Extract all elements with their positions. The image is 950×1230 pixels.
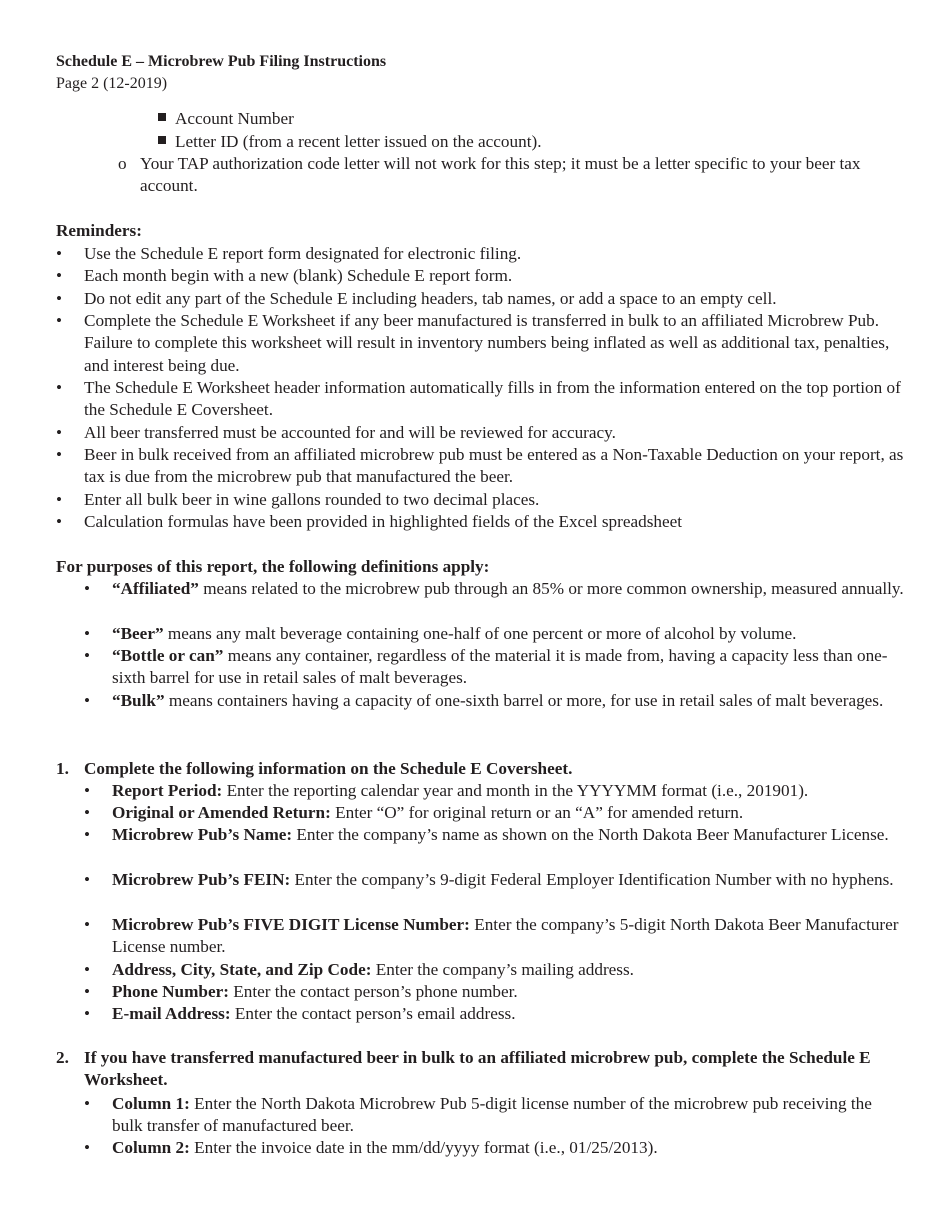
square-bullet-icon <box>158 136 166 144</box>
definition-item: • “Bottle or can” means any container, regardless of the material it is made from, having a capacity less than one-sixth barrel for use in retail sales of malt beverages. <box>84 646 888 688</box>
definition-term: “Bottle or can” <box>112 646 224 665</box>
reminder-item: • Each month begin with a new (blank) Schedule E report form. <box>56 265 906 287</box>
definition-item: • “Affiliated” means related to the microbrew pub through an 85% or more common ownership, measured annually. <box>84 578 906 600</box>
list-item: Letter ID (from a recent letter issued on the account). <box>158 131 542 153</box>
reminder-item: • Enter all bulk beer in wine gallons rounded to two decimal places. <box>56 489 906 511</box>
bullet-icon: • <box>84 915 91 934</box>
definitions-heading: For purposes of this report, the following definitions apply: <box>56 557 490 576</box>
field-term: Microbrew Pub’s FIVE DIGIT License Number: <box>112 915 470 934</box>
bullet-icon: • <box>84 781 91 800</box>
bullet-icon: • <box>84 825 91 844</box>
field-term: Microbrew Pub’s Name: <box>112 825 293 844</box>
field-term: Column 1: <box>112 1094 190 1113</box>
field-term: Phone Number: <box>112 982 229 1001</box>
bullet-icon: • <box>84 691 91 710</box>
definition-term: “Beer” <box>112 624 164 643</box>
reminder-item: • Use the Schedule E report form designated for electronic filing. <box>56 243 906 265</box>
list-item: o Your TAP authorization code letter will not work for this step; it must be a letter specific to your beer tax account. <box>118 154 861 196</box>
definition-term: “Affiliated” <box>112 579 199 598</box>
bullet-icon: • <box>84 1094 91 1113</box>
list-item: Account Number <box>158 108 294 130</box>
reminder-item: • Beer in bulk received from an affiliated microbrew pub must be entered as a Non-Taxable Deduction on your report, as tax is due from the microbrew pub that manufactured the beer. <box>56 445 904 487</box>
section-1-item: • Original or Amended Return: Enter “O” for original return or an “A” for amended return. <box>84 802 906 824</box>
document-title: Schedule E – Microbrew Pub Filing Instructions <box>56 53 387 70</box>
reminder-item: • Calculation formulas have been provided in highlighted fields of the Excel spreadsheet <box>56 511 906 533</box>
section-1-heading: 1. Complete the following information on the Schedule E Coversheet. <box>56 759 573 778</box>
section-2-item: • Column 1: Enter the North Dakota Microbrew Pub 5-digit license number of the microbrew pub receiving the bulk transfer of manufactured beer. <box>84 1094 872 1136</box>
field-term: E-mail Address: <box>112 1004 231 1023</box>
section-2-heading: 2. If you have transferred manufactured beer in bulk to an affiliated microbrew pub, complete the Schedule E Worksheet. <box>56 1048 871 1090</box>
definition-item: • “Beer” means any malt beverage containing one-half of one percent or more of alcohol by volume. <box>84 623 906 645</box>
section-1-item: • Report Period: Enter the reporting calendar year and month in the YYYYMM format (i.e., 201901). <box>84 780 906 802</box>
bullet-icon: • <box>84 803 91 822</box>
reminder-item: • Do not edit any part of the Schedule E including headers, tab names, or add a space to an empty cell. <box>56 288 906 310</box>
bullet-icon: • <box>84 870 91 889</box>
bullet-icon: • <box>84 624 91 643</box>
definition-item: • “Bulk” means containers having a capacity of one-sixth barrel or more, for use in retail sales of malt beverages. <box>84 690 906 712</box>
definition-term: “Bulk” <box>112 691 165 710</box>
bullet-icon: • <box>84 982 91 1001</box>
field-term: Original or Amended Return: <box>112 803 331 822</box>
section-1-item: • Phone Number: Enter the contact person’s phone number. <box>84 981 906 1003</box>
bullet-icon: • <box>84 1004 91 1023</box>
reminders-heading: Reminders: <box>56 221 142 240</box>
section-1-item: • E-mail Address: Enter the contact person’s email address. <box>84 1003 906 1025</box>
bullet-icon: • <box>84 646 91 665</box>
reminder-item: • Complete the Schedule E Worksheet if any beer manufactured is transferred in bulk to an affiliated Microbrew Pub. Failure to complete this worksheet will result in inventory numbers being inflated as well as additional tax, penalties, and interest being due. <box>56 311 890 375</box>
field-term: Report Period: <box>112 781 223 800</box>
bullet-icon: • <box>84 579 91 598</box>
section-1-item: • Microbrew Pub’s FIVE DIGIT License Number: Enter the company’s 5-digit North Dakota Beer Manufacturer License number. <box>84 915 899 957</box>
bullet-icon: • <box>56 423 63 442</box>
bullet-icon: • <box>56 512 63 531</box>
reminder-item: • The Schedule E Worksheet header information automatically fills in from the information entered on the top portion of the Schedule E Coversheet. <box>56 378 901 420</box>
list-marker: o <box>118 154 127 173</box>
section-2-item: • Column 2: Enter the invoice date in the mm/dd/yyyy format (i.e., 01/25/2013). <box>84 1137 906 1159</box>
bullet-icon: • <box>56 378 63 397</box>
section-1-item: • Microbrew Pub’s Name: Enter the company’s name as shown on the North Dakota Beer Manufacturer License. <box>84 824 906 846</box>
field-term: Microbrew Pub’s FEIN: <box>112 870 291 889</box>
bullet-icon: • <box>84 1138 91 1157</box>
bullet-icon: • <box>56 445 63 464</box>
bullet-icon: • <box>56 311 63 330</box>
bullet-icon: • <box>56 244 63 263</box>
page-number: Page 2 (12-2019) <box>56 75 168 92</box>
field-term: Address, City, State, and Zip Code: <box>112 960 372 979</box>
square-bullet-icon <box>158 113 166 121</box>
field-term: Column 2: <box>112 1138 190 1157</box>
bullet-icon: • <box>56 266 63 285</box>
section-1-item: • Address, City, State, and Zip Code: Enter the company’s mailing address. <box>84 959 906 981</box>
section-1-item: • Microbrew Pub’s FEIN: Enter the company’s 9-digit Federal Employer Identification Number with no hyphens. <box>84 869 906 891</box>
bullet-icon: • <box>56 490 63 509</box>
bullet-icon: • <box>84 960 91 979</box>
reminder-item: • All beer transferred must be accounted for and will be reviewed for accuracy. <box>56 422 906 444</box>
bullet-icon: • <box>56 289 63 308</box>
